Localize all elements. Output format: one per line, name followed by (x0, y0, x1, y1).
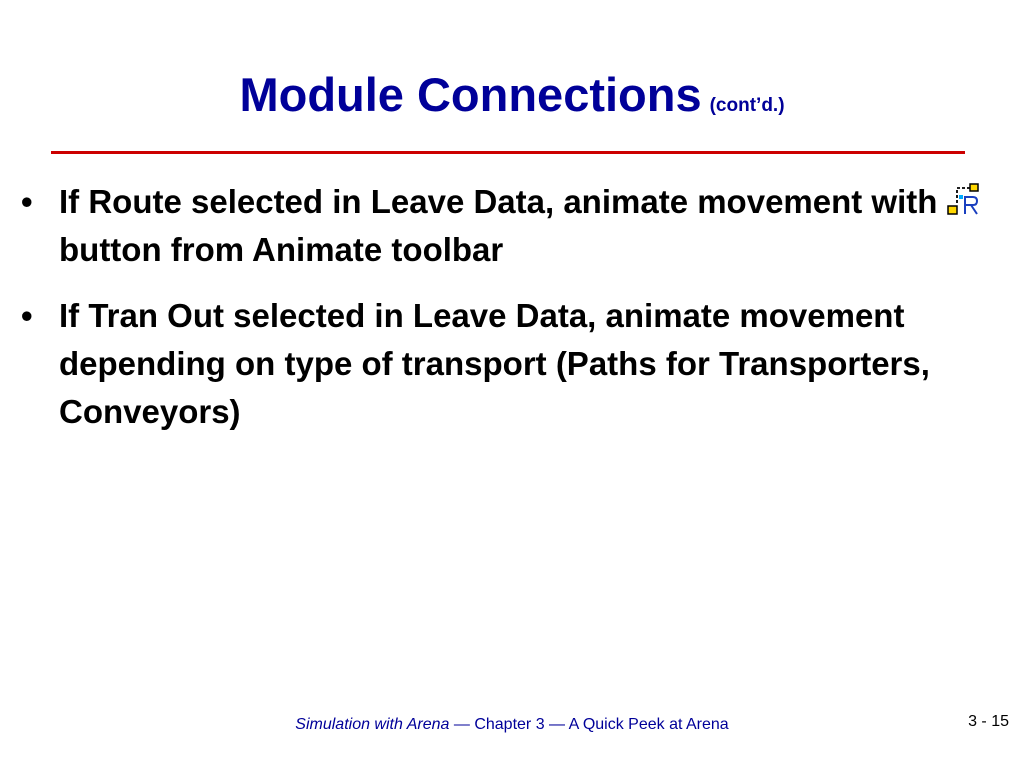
bullet-text-after-icon: button from Animate toolbar (59, 231, 504, 268)
bullet-dot-icon: • (21, 183, 33, 220)
footer-chapter: — Chapter 3 — A Quick Peek at Arena (449, 716, 729, 733)
bullet-text: If Tran Out selected in Leave Data, animate movement depending on type of transport (Paths for Transporters, Conveyors) (59, 297, 930, 430)
bullet-item (21, 292, 1009, 436)
footer (0, 716, 1024, 734)
footer-book-title: Simulation with Arena (295, 716, 450, 733)
bullet-text-before-icon: If Route selected in Leave Data, animate movement with (59, 183, 938, 220)
title-suffix: (cont’d.) (709, 95, 785, 116)
title-divider (51, 151, 965, 154)
route-button-icon (945, 182, 983, 220)
slide-title (0, 66, 1024, 135)
bullet-dot-icon: • (21, 297, 33, 334)
bullet-item (21, 178, 1009, 274)
page-number: 3 - 15 (968, 713, 1009, 730)
title-main: Module Connections (239, 68, 702, 121)
